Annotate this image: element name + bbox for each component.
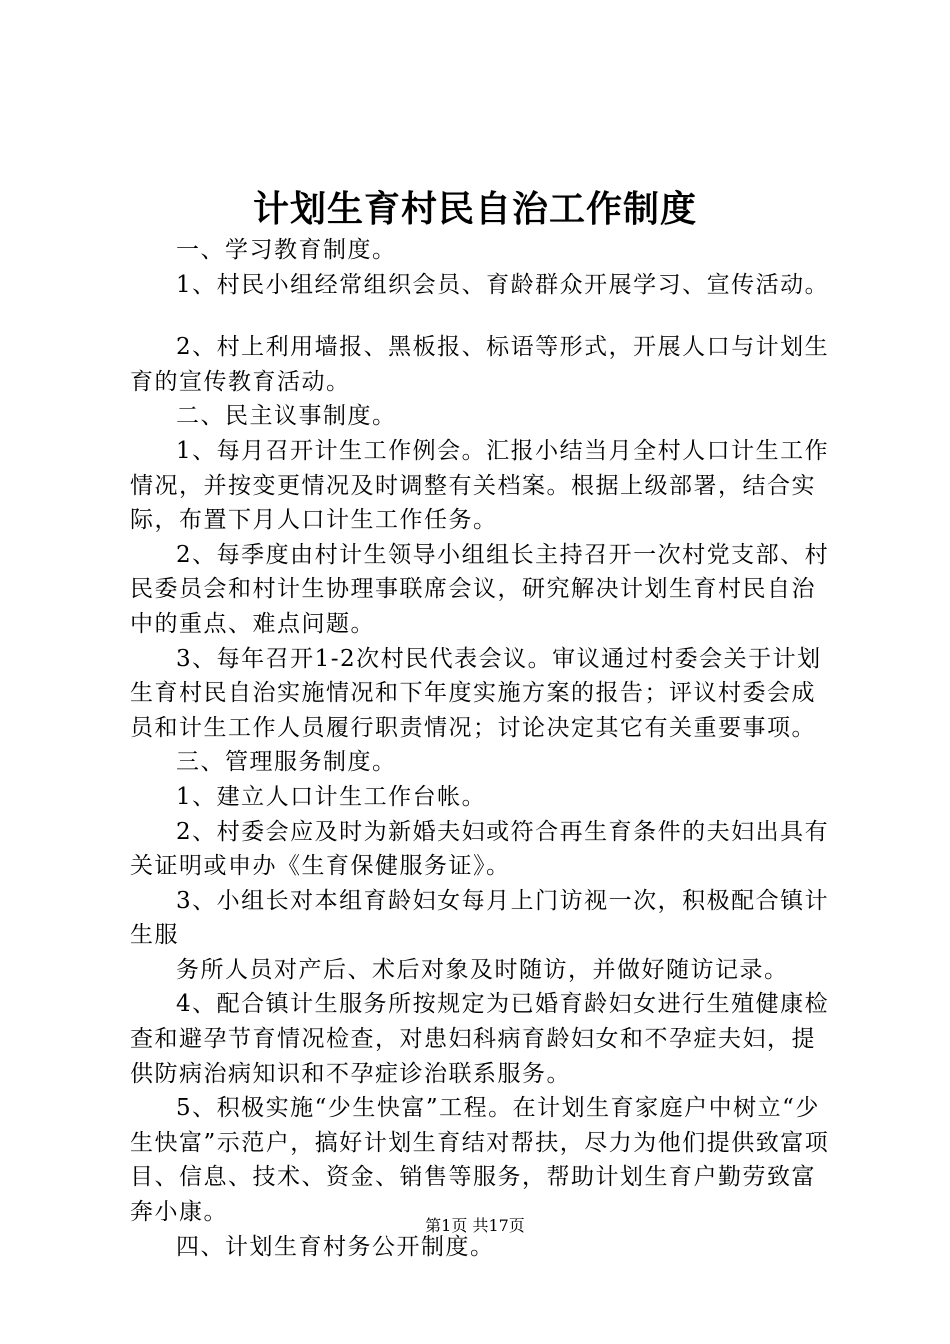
paragraph: 2、村上利用墙报、黑板报、标语等形式，开展人口与计划生育的宣传教育活动。	[130, 334, 830, 395]
paragraph: 5、积极实施“少生快富”工程。在计划生育家庭户中树立“少生快富”示范户，搞好计划生育结对帮扶，尽力为他们提供致富项目、信息、技术、资金、销售等服务，帮助计划生育户勤劳致富奔小康。	[130, 1095, 830, 1226]
section-heading-2: 二、民主议事制度。	[176, 403, 397, 430]
paragraph: 3、每年召开1-2次村民代表会议。审议通过村委会关于计划生育村民自治实施情况和下年度实施方案的报告；评议村委会成员和计生工作人员履行职责情况；讨论决定其它有关重要事项。	[130, 645, 822, 741]
paragraph: 4、配合镇计生服务所按规定为已婚育龄妇女进行生殖健康检查和避孕节育情况检查，对患妇科病育龄妇女和不孕症夫妇，提供防病治病知识和不孕症诊治联系服务。	[130, 991, 830, 1087]
section-heading-3: 三、管理服务制度。	[176, 749, 397, 776]
paragraph: 2、村委会应及时为新婚夫妇或符合再生育条件的夫妇出具有关证明或申办《生育保健服务证》。	[130, 818, 830, 880]
paragraph: 1、村民小组经常组织会员、育龄群众开展学习、宣传活动。	[176, 271, 830, 298]
section-heading-1: 一、学习教育制度。	[176, 237, 397, 263]
paragraph: 1、每月召开计生工作例会。汇报小结当月全村人口计生工作情况，并按变更情况及时调整有关档案。根据上级部署，结合实际，布置下月人口计生工作任务。	[130, 437, 830, 534]
paragraph: 1、建立人口计生工作台帐。	[176, 783, 487, 810]
section-heading-4: 四、计划生育村务公开制度。	[176, 1233, 495, 1260]
page-number: 第1页 共17页	[425, 1216, 525, 1235]
paragraph: 2、每季度由村计生领导小组组长主持召开一次村党支部、村民委员会和村计生协理事联席会议，研究解决计划生育村民自治中的重点、难点问题。	[130, 541, 830, 637]
paragraph: 3、小组长对本组育龄妇女每月上门访视一次，积极配合镇计生服	[130, 887, 830, 949]
blank-line	[130, 302, 840, 330]
paragraph-continuation: 务所人员对产后、术后对象及时随访，并做好随访记录。	[176, 956, 789, 983]
document-body	[130, 233, 840, 1264]
document-title: 计划生育村民自治工作制度	[252, 188, 697, 230]
